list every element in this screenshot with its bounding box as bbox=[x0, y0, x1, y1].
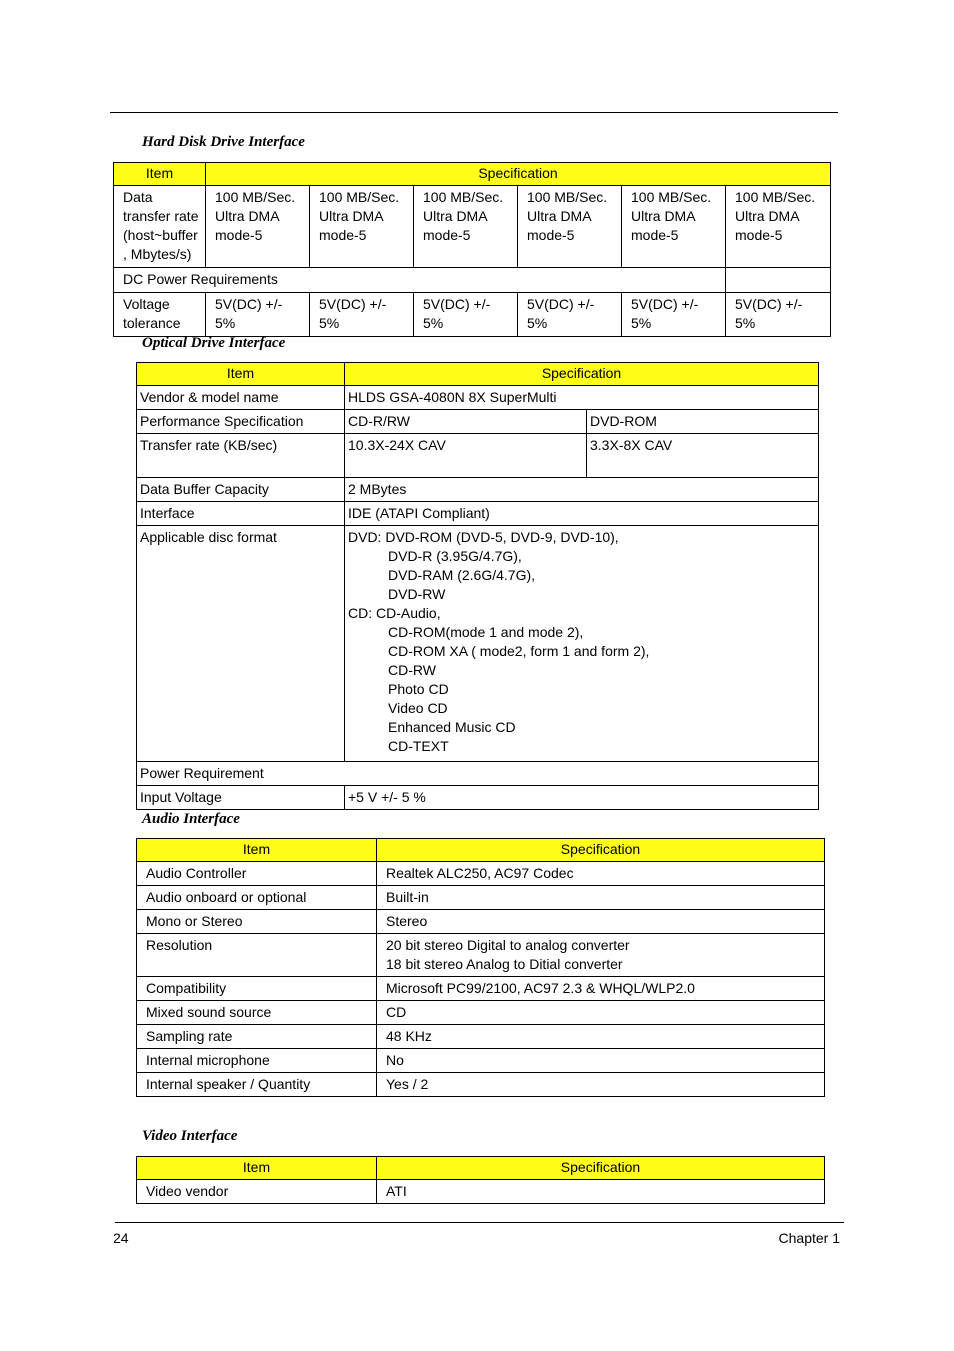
odd-transfer-dvd: 3.3X-8X CAV bbox=[587, 434, 819, 478]
hdd-voltage-value: 5V(DC) +/- 5% bbox=[622, 293, 726, 337]
odd-performance-label: Performance Specification bbox=[137, 410, 345, 434]
top-rule bbox=[110, 112, 838, 113]
audio-row-item: Compatibility bbox=[137, 977, 377, 1001]
disc-format-line: DVD-RW bbox=[388, 586, 446, 602]
hdd-header-spec: Specification bbox=[206, 163, 831, 186]
odd-power-req-label: Power Requirement bbox=[137, 762, 819, 786]
audio-row-spec: Stereo bbox=[377, 910, 825, 934]
hdd-section-title: Hard Disk Drive Interface bbox=[142, 134, 305, 150]
audio-row-spec: 20 bit stereo Digital to analog converter 18 bit stereo Analog to Ditial converter bbox=[377, 934, 825, 977]
odd-transfer-cd: 10.3X-24X CAV bbox=[345, 434, 587, 478]
audio-row-item: Internal speaker / Quantity bbox=[137, 1073, 377, 1097]
odd-header-spec: Specification bbox=[345, 363, 819, 386]
odd-transfer-label: Transfer rate (KB/sec) bbox=[137, 434, 345, 478]
audio-row-item: Audio onboard or optional bbox=[137, 886, 377, 910]
video-row-spec: ATI bbox=[377, 1180, 825, 1204]
audio-row-item: Mixed sound source bbox=[137, 1001, 377, 1025]
odd-table bbox=[136, 362, 819, 810]
hdd-dc-power-label: DC Power Requirements bbox=[114, 268, 726, 293]
hdd-dc-power-empty bbox=[726, 268, 831, 293]
hdd-voltage-value: 5V(DC) +/- 5% bbox=[518, 293, 622, 337]
hdd-voltage-value: 5V(DC) +/- 5% bbox=[310, 293, 414, 337]
audio-header-spec: Specification bbox=[377, 839, 825, 862]
audio-row-item: Mono or Stereo bbox=[137, 910, 377, 934]
odd-disc-value bbox=[345, 526, 819, 762]
audio-row-item: Audio Controller bbox=[137, 862, 377, 886]
disc-cd-line: CD: CD-Audio, bbox=[348, 605, 441, 621]
hdd-voltage-value: 5V(DC) +/- 5% bbox=[206, 293, 310, 337]
audio-row-item: Sampling rate bbox=[137, 1025, 377, 1049]
odd-input-voltage-label: Input Voltage bbox=[137, 786, 345, 810]
hdd-transfer-value: 100 MB/Sec. Ultra DMA mode-5 bbox=[726, 186, 831, 268]
footer-rule bbox=[115, 1222, 844, 1223]
odd-interface-label: Interface bbox=[137, 502, 345, 526]
chapter-label: Chapter 1 bbox=[778, 1230, 840, 1246]
odd-section-title: Optical Drive Interface bbox=[142, 335, 286, 351]
disc-format-line: Video CD bbox=[388, 700, 448, 716]
audio-row-spec: Yes / 2 bbox=[377, 1073, 825, 1097]
audio-row-spec: No bbox=[377, 1049, 825, 1073]
video-table bbox=[136, 1156, 825, 1204]
odd-performance-cd: CD-R/RW bbox=[345, 410, 587, 434]
hdd-transfer-label: Data transfer rate (host~buffer , Mbytes/s) bbox=[114, 186, 206, 268]
odd-vendor-label: Vendor & model name bbox=[137, 386, 345, 410]
odd-buffer-label: Data Buffer Capacity bbox=[137, 478, 345, 502]
audio-row-spec: Realtek ALC250, AC97 Codec bbox=[377, 862, 825, 886]
hdd-voltage-value: 5V(DC) +/- 5% bbox=[726, 293, 831, 337]
disc-format-line: DVD-RAM (2.6G/4.7G), bbox=[388, 567, 536, 583]
audio-header-item: Item bbox=[137, 839, 377, 862]
audio-row-spec: Microsoft PC99/2100, AC97 2.3 & WHQL/WLP2.0 bbox=[377, 977, 825, 1001]
hdd-transfer-value: 100 MB/Sec. Ultra DMA mode-5 bbox=[414, 186, 518, 268]
hdd-transfer-value: 100 MB/Sec. Ultra DMA mode-5 bbox=[622, 186, 726, 268]
odd-interface-value: IDE (ATAPI Compliant) bbox=[345, 502, 819, 526]
disc-format-line: Photo CD bbox=[388, 681, 449, 697]
hdd-table bbox=[113, 162, 831, 337]
audio-row-spec: Built-in bbox=[377, 886, 825, 910]
hdd-voltage-label: Voltage tolerance bbox=[114, 293, 206, 337]
video-header-spec: Specification bbox=[377, 1157, 825, 1180]
odd-buffer-value: 2 MBytes bbox=[345, 478, 819, 502]
odd-header-item: Item bbox=[137, 363, 345, 386]
page-number: 24 bbox=[113, 1230, 129, 1246]
audio-section-title: Audio Interface bbox=[142, 811, 240, 827]
odd-performance-dvd: DVD-ROM bbox=[587, 410, 819, 434]
disc-format-line: CD-ROM(mode 1 and mode 2), bbox=[388, 624, 584, 640]
audio-row-item: Internal microphone bbox=[137, 1049, 377, 1073]
odd-vendor-value: HLDS GSA-4080N 8X SuperMulti bbox=[345, 386, 819, 410]
audio-row-spec: CD bbox=[377, 1001, 825, 1025]
odd-input-voltage-value: +5 V +/- 5 % bbox=[345, 786, 819, 810]
disc-format-line: Enhanced Music CD bbox=[388, 719, 516, 735]
audio-table bbox=[136, 838, 825, 1097]
hdd-header-item: Item bbox=[114, 163, 206, 186]
audio-row-item: Resolution bbox=[137, 934, 377, 977]
hdd-transfer-value: 100 MB/Sec. Ultra DMA mode-5 bbox=[206, 186, 310, 268]
hdd-transfer-value: 100 MB/Sec. Ultra DMA mode-5 bbox=[518, 186, 622, 268]
disc-format-line: CD-TEXT bbox=[388, 738, 449, 754]
audio-row-spec: 48 KHz bbox=[377, 1025, 825, 1049]
disc-format-line: DVD-R (3.95G/4.7G), bbox=[388, 548, 522, 564]
video-header-item: Item bbox=[137, 1157, 377, 1180]
disc-format-line: CD-ROM XA ( mode2, form 1 and form 2), bbox=[388, 643, 650, 659]
disc-dvd-line: DVD: DVD-ROM (DVD-5, DVD-9, DVD-10), bbox=[348, 529, 619, 545]
odd-disc-label: Applicable disc format bbox=[137, 526, 345, 762]
hdd-transfer-value: 100 MB/Sec. Ultra DMA mode-5 bbox=[310, 186, 414, 268]
video-section-title: Video Interface bbox=[142, 1128, 238, 1144]
video-row-item: Video vendor bbox=[137, 1180, 377, 1204]
disc-format-line: CD-RW bbox=[388, 662, 436, 678]
hdd-voltage-value: 5V(DC) +/- 5% bbox=[414, 293, 518, 337]
